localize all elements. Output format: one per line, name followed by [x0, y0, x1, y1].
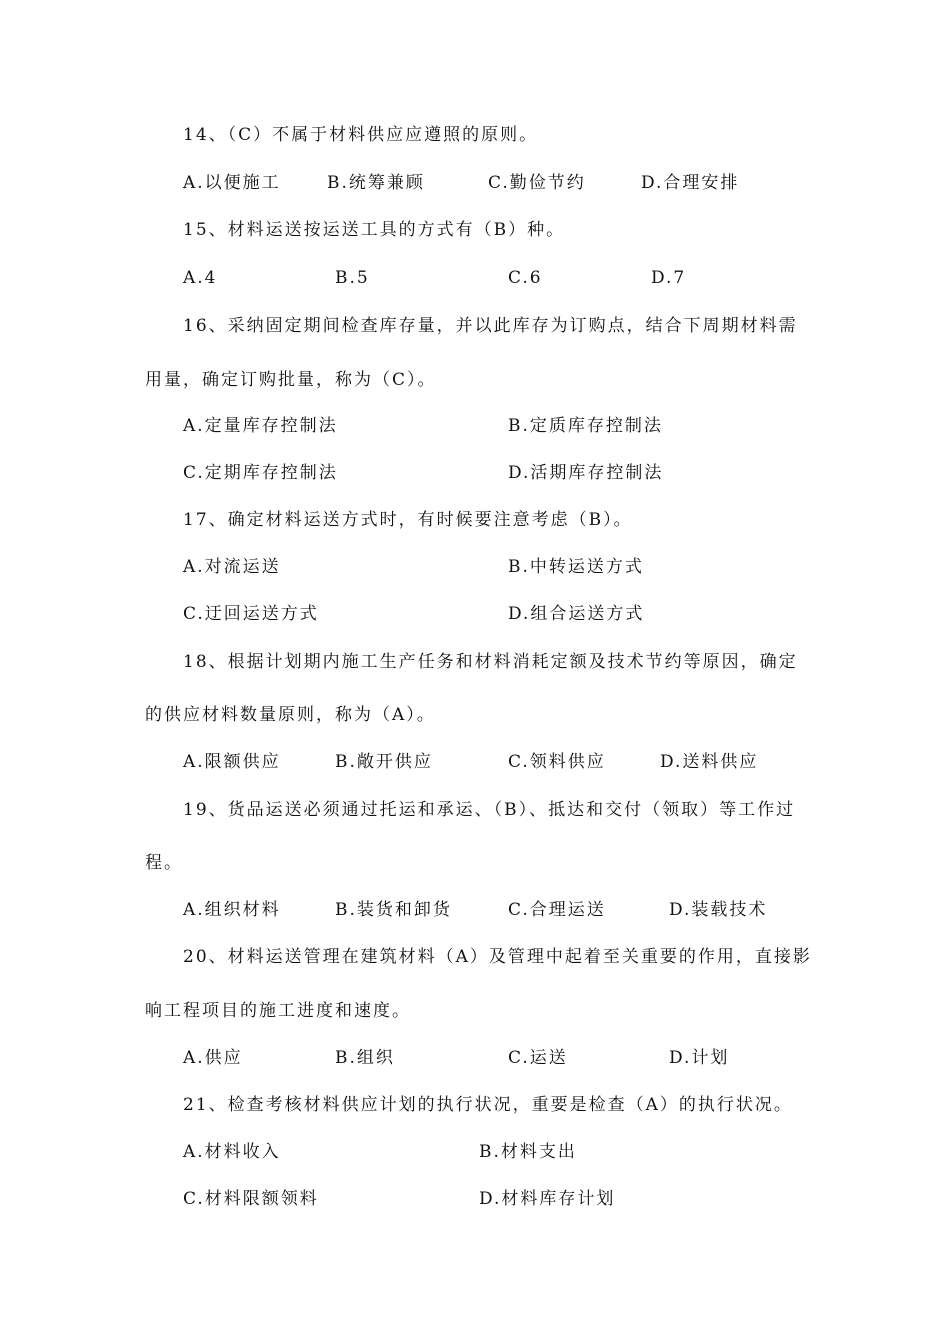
option-b: B.5	[335, 268, 370, 288]
question-21-stem: 21、检查考核材料供应计划的执行状况，重要是检查（A）的执行状况。	[183, 1095, 793, 1115]
question-20-stem-line1: 20、材料运送管理在建筑材料（A）及管理中起着至关重要的作用，直接影	[183, 947, 812, 967]
question-14-stem: 14、（C）不属于材料供应应遵照的原则。	[183, 125, 539, 145]
option-d: D.送料供应	[660, 752, 759, 772]
option-c: C.合理运送	[508, 900, 606, 920]
question-19-stem-line1: 19、货品运送必须通过托运和承运、（B）、抵达和交付（领取）等工作过	[183, 800, 796, 820]
option-c: C.6	[508, 268, 543, 288]
option-c: C.迂回运送方式	[183, 604, 319, 624]
option-a: A.以便施工	[183, 173, 281, 193]
option-b: B.敞开供应	[335, 752, 433, 772]
option-c: C.定期库存控制法	[183, 463, 338, 483]
option-d: D.活期库存控制法	[508, 463, 664, 483]
option-a: A.对流运送	[183, 557, 281, 577]
option-d: D.材料库存计划	[479, 1189, 616, 1209]
option-c: C.材料限额领料	[183, 1189, 319, 1209]
question-18-stem-line2: 的供应材料数量原则，称为（A）。	[145, 705, 436, 725]
option-b: B.定质库存控制法	[508, 416, 663, 436]
option-b: B.中转运送方式	[508, 557, 644, 577]
question-19-stem-line2: 程。	[145, 853, 183, 873]
option-c: C.勤俭节约	[488, 173, 586, 193]
option-b: B.材料支出	[479, 1142, 577, 1162]
option-c: C.领料供应	[508, 752, 606, 772]
option-c: C.运送	[508, 1048, 568, 1068]
option-d: D.7	[651, 268, 687, 288]
option-d: D.组合运送方式	[508, 604, 645, 624]
question-16-stem-line1: 16、采纳固定期间检查库存量，并以此库存为订购点，结合下周期材料需	[183, 316, 798, 336]
option-a: A.供应	[183, 1048, 243, 1068]
question-16-stem-line2: 用量，确定订购批量，称为（C）。	[145, 370, 437, 390]
option-a: A.材料收入	[183, 1142, 281, 1162]
option-d: D.计划	[669, 1048, 730, 1068]
option-a: A.4	[183, 268, 218, 288]
option-a: A.限额供应	[183, 752, 281, 772]
option-b: B.统筹兼顾	[327, 173, 425, 193]
question-17-stem: 17、确定材料运送方式时，有时候要注意考虑（B）。	[183, 510, 633, 530]
question-15-stem: 15、材料运送按运送工具的方式有（B）种。	[183, 220, 566, 240]
option-b: B.组织	[335, 1048, 395, 1068]
question-18-stem-line1: 18、根据计划期内施工生产任务和材料消耗定额及技术节约等原因，确定	[183, 652, 798, 672]
option-a: A.定量库存控制法	[183, 416, 338, 436]
question-20-stem-line2: 响工程项目的施工进度和速度。	[145, 1001, 411, 1021]
option-a: A.组织材料	[183, 900, 281, 920]
option-d: D.合理安排	[641, 173, 740, 193]
option-b: B.装货和卸货	[335, 900, 452, 920]
option-d: D.装载技术	[669, 900, 768, 920]
